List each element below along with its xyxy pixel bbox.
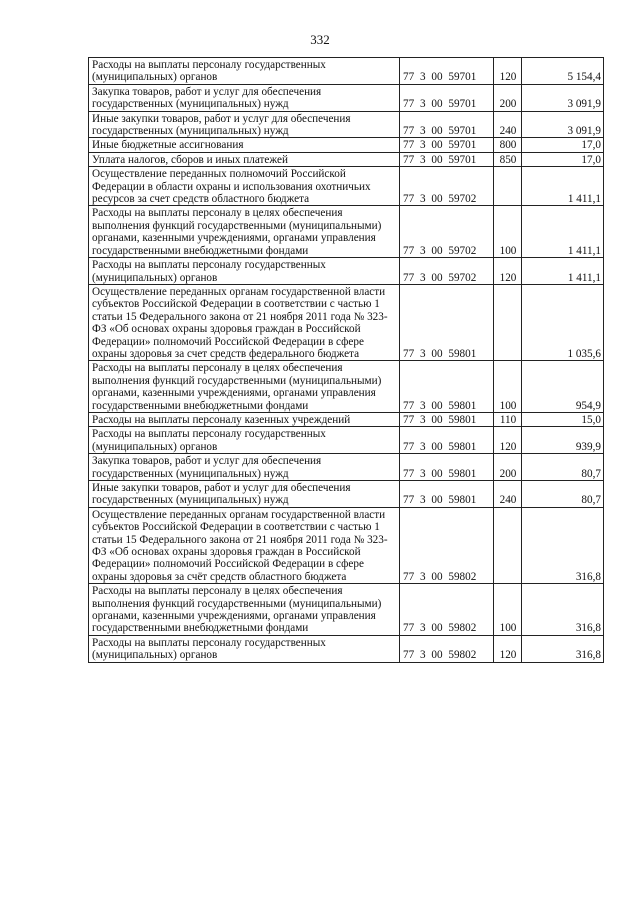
expense-type-code-cell: 110 (494, 412, 522, 426)
expense-type-code-cell: 120 (494, 258, 522, 285)
expense-type-code-cell: 100 (494, 361, 522, 413)
table-row (89, 507, 604, 583)
expense-type-code-cell (494, 167, 522, 206)
amount-cell: 5 154,4 (522, 58, 604, 85)
expense-name-cell: Уплата налогов, сборов и иных платежей (89, 152, 400, 166)
amount-cell: 316,8 (522, 584, 604, 636)
amount-cell: 80,7 (522, 454, 604, 481)
table-row (89, 167, 604, 206)
expense-name-cell: Расходы на выплаты персоналу в целях обеспечения выполнения функций государственными (муниципальными) органами, казенными учреждениями, органами управления государственными внебюджетными фондами (89, 206, 400, 258)
expense-type-code-cell: 200 (494, 454, 522, 481)
amount-cell: 17,0 (522, 152, 604, 166)
target-article-code-cell: 77 3 00 59801 (400, 481, 494, 508)
table-row (89, 361, 604, 413)
expense-type-code-cell (494, 507, 522, 583)
expense-type-code-cell: 120 (494, 58, 522, 85)
expense-type-code-cell: 100 (494, 584, 522, 636)
amount-cell: 1 035,6 (522, 284, 604, 360)
table-row (89, 284, 604, 360)
table-row (89, 111, 604, 138)
expense-name-cell: Иные закупки товаров, работ и услуг для обеспечения государственных (муниципальных) нужд (89, 111, 400, 138)
table-row (89, 206, 604, 258)
expense-type-code-cell: 120 (494, 635, 522, 662)
amount-cell: 939,9 (522, 427, 604, 454)
expense-type-code-cell: 120 (494, 427, 522, 454)
target-article-code-cell: 77 3 00 59801 (400, 454, 494, 481)
amount-cell: 1 411,1 (522, 167, 604, 206)
amount-cell: 316,8 (522, 635, 604, 662)
amount-cell: 1 411,1 (522, 206, 604, 258)
target-article-code-cell: 77 3 00 59702 (400, 258, 494, 285)
amount-cell: 316,8 (522, 507, 604, 583)
table-row (89, 58, 604, 85)
expense-name-cell: Расходы на выплаты персоналу государственных (муниципальных) органов (89, 427, 400, 454)
amount-cell: 80,7 (522, 481, 604, 508)
amount-cell: 1 411,1 (522, 258, 604, 285)
target-article-code-cell: 77 3 00 59802 (400, 507, 494, 583)
target-article-code-cell: 77 3 00 59701 (400, 58, 494, 85)
target-article-code-cell: 77 3 00 59701 (400, 138, 494, 152)
expense-type-code-cell: 240 (494, 481, 522, 508)
expense-name-cell: Расходы на выплаты персоналу государственных (муниципальных) органов (89, 635, 400, 662)
expense-name-cell: Осуществление переданных органам государственной власти субъектов Российской Федерации в соответствии с частью 1 статьи 15 Федерального закона от 21 ноября 2011 года № 323-ФЗ «Об основах охраны здоровья граждан в Российской Федерации» полномочий Российской Федерации в сфере охраны здоровья за счёт средств областного бюджета (89, 507, 400, 583)
table-row (89, 584, 604, 636)
target-article-code-cell: 77 3 00 59801 (400, 284, 494, 360)
expense-name-cell: Закупка товаров, работ и услуг для обеспечения государственных (муниципальных) нужд (89, 84, 400, 111)
target-article-code-cell: 77 3 00 59701 (400, 111, 494, 138)
target-article-code-cell: 77 3 00 59802 (400, 584, 494, 636)
expense-name-cell: Расходы на выплаты персоналу в целях обеспечения выполнения функций государственными (муниципальными) органами, казенными учреждениями, органами управления государственными внебюджетными фондами (89, 584, 400, 636)
expense-type-code-cell: 800 (494, 138, 522, 152)
target-article-code-cell: 77 3 00 59701 (400, 152, 494, 166)
table-row (89, 454, 604, 481)
table-row (89, 258, 604, 285)
target-article-code-cell: 77 3 00 59802 (400, 635, 494, 662)
amount-cell: 17,0 (522, 138, 604, 152)
target-article-code-cell: 77 3 00 59801 (400, 361, 494, 413)
table-row (89, 412, 604, 426)
target-article-code-cell: 77 3 00 59702 (400, 167, 494, 206)
amount-cell: 954,9 (522, 361, 604, 413)
expense-name-cell: Осуществление переданных полномочий Российской Федерации в области охраны и использования охотничьих ресурсов за счет средств областного бюджета (89, 167, 400, 206)
target-article-code-cell: 77 3 00 59801 (400, 412, 494, 426)
amount-cell: 3 091,9 (522, 84, 604, 111)
expense-name-cell: Расходы на выплаты персоналу в целях обеспечения выполнения функций государственными (муниципальными) органами, казенными учреждениями, органами управления государственными внебюджетными фондами (89, 361, 400, 413)
page-number: 332 (310, 32, 330, 47)
table-row (89, 427, 604, 454)
expense-name-cell: Расходы на выплаты персоналу казенных учреждений (89, 412, 400, 426)
expense-name-cell: Иные бюджетные ассигнования (89, 138, 400, 152)
target-article-code-cell: 77 3 00 59701 (400, 84, 494, 111)
table-row (89, 152, 604, 166)
budget-table (88, 57, 604, 663)
expense-type-code-cell: 850 (494, 152, 522, 166)
amount-cell: 3 091,9 (522, 111, 604, 138)
expense-type-code-cell: 200 (494, 84, 522, 111)
expense-name-cell: Иные закупки товаров, работ и услуг для обеспечения государственных (муниципальных) нужд (89, 481, 400, 508)
expense-name-cell: Расходы на выплаты персоналу государственных (муниципальных) органов (89, 58, 400, 85)
table-row (89, 635, 604, 662)
table-row (89, 481, 604, 508)
target-article-code-cell: 77 3 00 59702 (400, 206, 494, 258)
table-row (89, 84, 604, 111)
expense-name-cell: Осуществление переданных органам государственной власти субъектов Российской Федерации в соответствии с частью 1 статьи 15 Федерального закона от 21 ноября 2011 года № 323-ФЗ «Об основах охраны здоровья граждан в Российской Федерации» полномочий Российской Федерации в сфере охраны здоровья за счет средств федерального бюджета (89, 284, 400, 360)
budget-table-body (89, 58, 604, 663)
amount-cell: 15,0 (522, 412, 604, 426)
expense-type-code-cell: 100 (494, 206, 522, 258)
expense-type-code-cell (494, 284, 522, 360)
expense-name-cell: Расходы на выплаты персоналу государственных (муниципальных) органов (89, 258, 400, 285)
table-row (89, 138, 604, 152)
target-article-code-cell: 77 3 00 59801 (400, 427, 494, 454)
expense-name-cell: Закупка товаров, работ и услуг для обеспечения государственных (муниципальных) нужд (89, 454, 400, 481)
expense-type-code-cell: 240 (494, 111, 522, 138)
